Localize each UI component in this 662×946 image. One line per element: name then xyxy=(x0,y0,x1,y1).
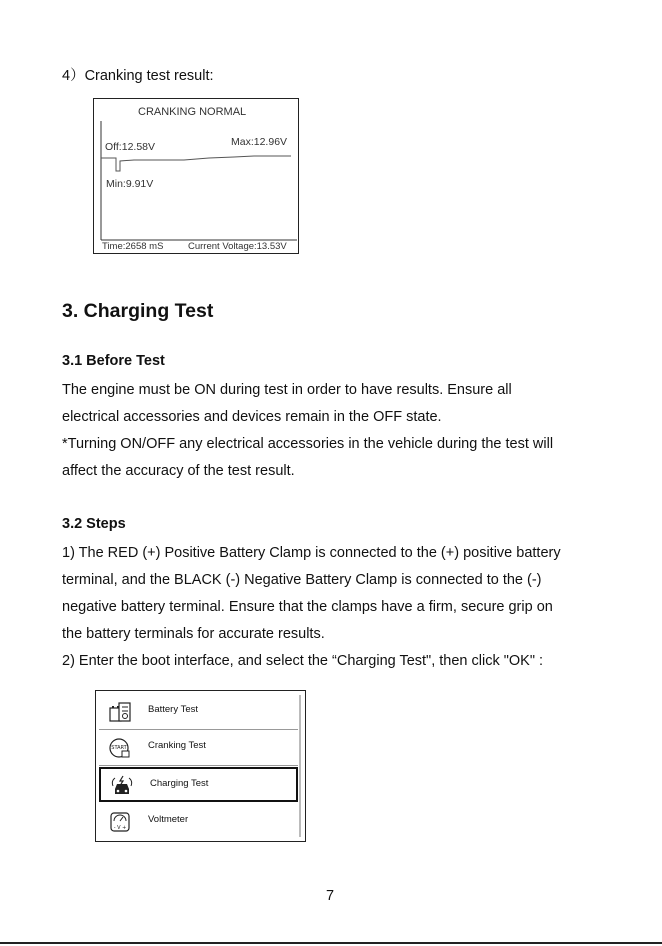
crank-time: Time:2658 mS xyxy=(102,241,164,252)
menu-divider xyxy=(99,765,298,766)
before-test-line: electrical accessories and devices remain in the OFF state. xyxy=(62,409,442,425)
steps-line: the battery terminals for accurate results. xyxy=(62,626,325,642)
menu-scrollbar xyxy=(299,695,301,837)
before-test-line: affect the accuracy of the test result. xyxy=(62,463,295,479)
steps-heading: 3.2 Steps xyxy=(62,516,126,532)
boot-menu xyxy=(95,690,306,842)
steps-line: 1) The RED (+) Positive Battery Clamp is connected to the (+) positive battery xyxy=(62,545,561,561)
intro-item: 4）Cranking test result: xyxy=(62,68,214,84)
footer-rule xyxy=(0,942,662,944)
section-title: 3. Charging Test xyxy=(62,300,214,322)
steps-line: 2) Enter the boot interface, and select the “Charging Test", then click "OK" : xyxy=(62,653,544,669)
steps-line: negative battery terminal. Ensure that the clamps have a firm, secure grip on xyxy=(62,599,553,615)
current-voltage: Current Voltage:13.53V xyxy=(188,241,287,252)
cranking-status: CRANKING NORMAL xyxy=(138,106,247,118)
menu-divider xyxy=(99,729,298,730)
svg-text:START: START xyxy=(111,745,127,751)
menu-item-battery-test[interactable] xyxy=(99,695,298,728)
charging-test-icon xyxy=(111,775,133,797)
cranking-test-icon xyxy=(109,737,131,759)
before-test-line: The engine must be ON during test in order to have results. Ensure all xyxy=(62,382,512,398)
max-voltage: Max:12.96V xyxy=(231,136,288,148)
voltmeter-icon xyxy=(109,811,131,833)
menu-item-label: Voltmeter xyxy=(148,814,189,825)
menu-item-label: Charging Test xyxy=(150,778,209,789)
menu-item-label: Battery Test xyxy=(148,704,198,715)
menu-item-charging-test[interactable] xyxy=(99,767,298,802)
off-voltage: Off:12.58V xyxy=(105,141,156,153)
menu-item-voltmeter[interactable] xyxy=(99,805,298,838)
voltage-waveform xyxy=(94,99,300,255)
battery-test-icon xyxy=(109,701,131,723)
before-test-line: *Turning ON/OFF any electrical accessories in the vehicle during the test will xyxy=(62,436,554,452)
before-test-heading: 3.1 Before Test xyxy=(62,353,165,369)
cranking-result-screen xyxy=(93,98,299,254)
menu-item-label: Cranking Test xyxy=(148,740,206,751)
page-number: 7 xyxy=(326,888,335,904)
svg-text:- V +: - V + xyxy=(113,825,127,831)
min-voltage: Min:9.91V xyxy=(106,178,154,190)
steps-line: terminal, and the BLACK (-) Negative Battery Clamp is connected to the (-) xyxy=(62,572,542,588)
menu-item-cranking-test[interactable] xyxy=(99,731,298,764)
